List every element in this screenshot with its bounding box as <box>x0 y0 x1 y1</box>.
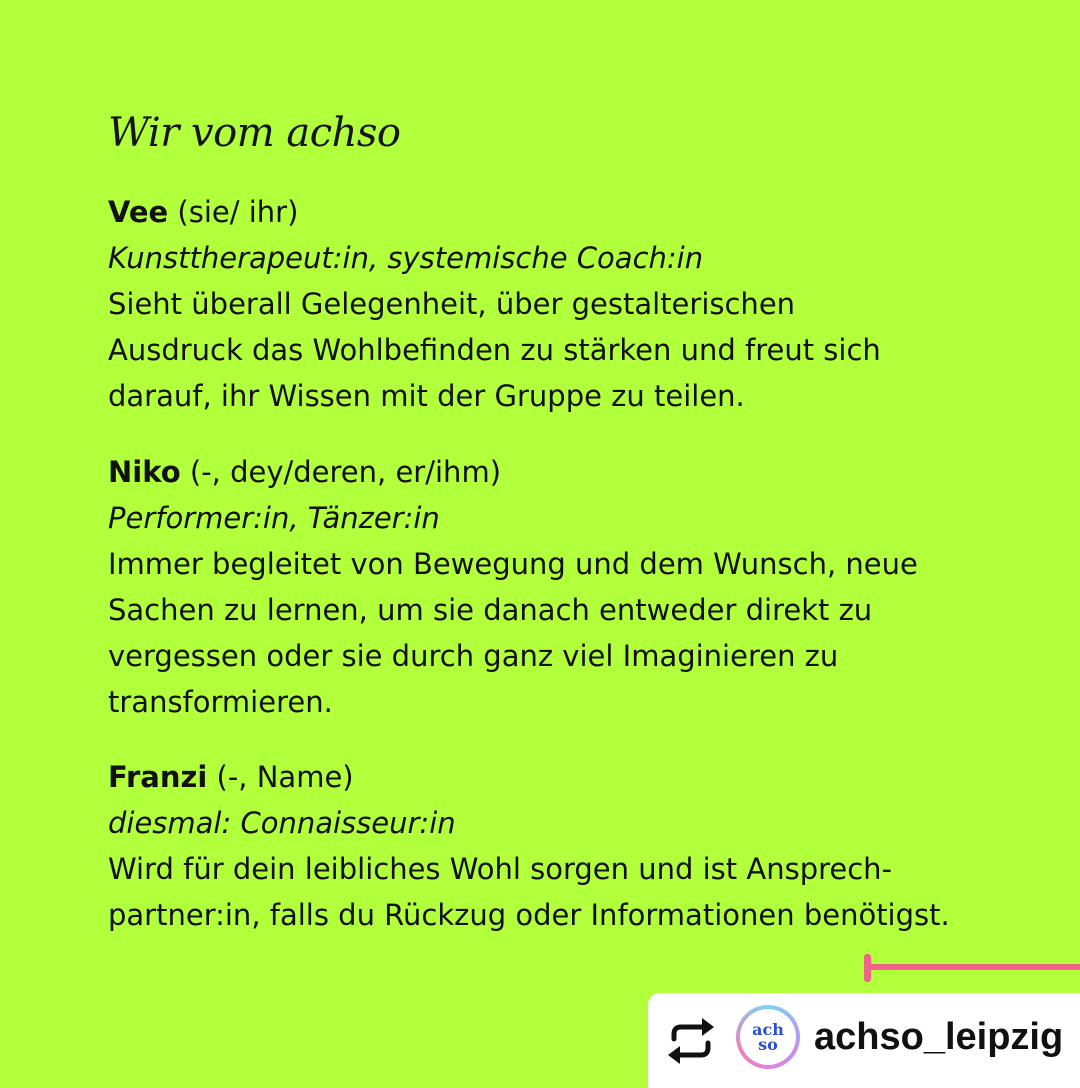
repost-icon <box>664 1014 718 1068</box>
member-role: Kunsttherapeut:in, systemische Coach:in <box>108 241 704 275</box>
member-description-line: partner:in, falls du Rückzug oder Informationen benötigst. <box>108 898 950 932</box>
member-role: Performer:in, Tänzer:in <box>108 501 440 535</box>
avatar[interactable] <box>736 1005 800 1069</box>
member-pronouns: (-, Name) <box>207 760 354 794</box>
member-pronouns: (-, dey/deren, er/ihm) <box>180 455 502 489</box>
member-description-line: Ausdruck das Wohlbefinden zu stärken und freut sich <box>108 333 881 367</box>
account-handle[interactable]: achso_leipzig <box>814 1016 1064 1058</box>
member-name: Franzi <box>108 760 208 794</box>
avatar-logo-text-bottom: so <box>758 1035 778 1054</box>
team-member-niko <box>108 449 1038 725</box>
member-pronouns: (sie/ ihr) <box>168 195 299 229</box>
decorative-line <box>870 964 1080 970</box>
member-name: Niko <box>108 455 181 489</box>
member-description-line: transformieren. <box>108 685 333 719</box>
member-description-line: Wird für dein leibliches Wohl sorgen und ist Ansprech- <box>108 852 893 886</box>
member-description-line: Sachen zu lernen, um sie danach entweder direkt zu <box>108 593 873 627</box>
team-member-vee <box>108 189 1038 419</box>
page-title: Wir vom achso <box>108 110 401 156</box>
member-description-line: vergessen oder sie durch ganz viel Imaginieren zu <box>108 639 839 673</box>
member-description-line: Sieht überall Gelegenheit, über gestalterischen <box>108 287 796 321</box>
member-name: Vee <box>108 195 169 229</box>
team-member-franzi <box>108 754 1038 938</box>
repost-badge[interactable] <box>648 993 1080 1088</box>
member-role: diesmal: Connaisseur:in <box>108 806 456 840</box>
avatar-logo-text-top: ach <box>752 1020 784 1039</box>
member-description-line: darauf, ihr Wissen mit der Gruppe zu teilen. <box>108 379 745 413</box>
avatar-logo <box>740 1009 796 1065</box>
member-description-line: Immer begleitet von Bewegung und dem Wunsch, neue <box>108 547 918 581</box>
